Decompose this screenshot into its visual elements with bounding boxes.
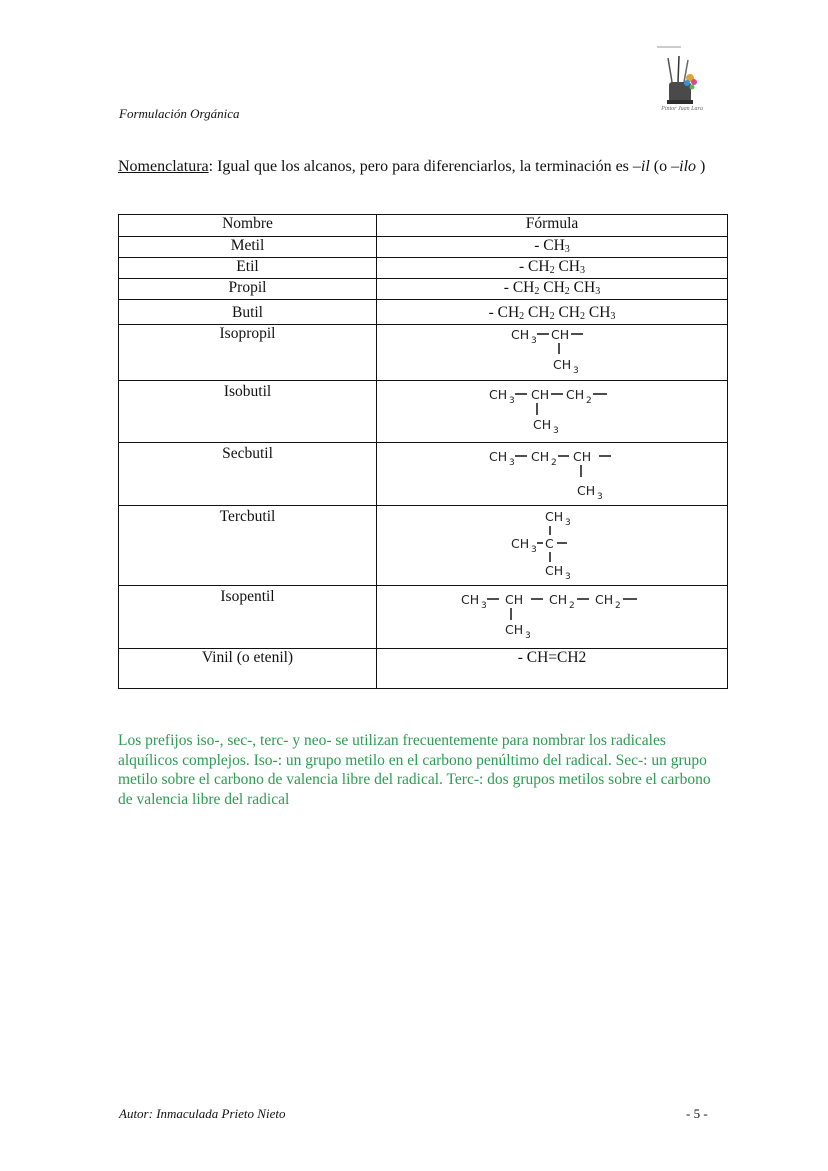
svg-text:3: 3 [565, 572, 571, 582]
header-title: Formulación Orgánica [119, 106, 240, 121]
svg-text:3: 3 [596, 492, 603, 501]
row-name: Tercbutil [119, 506, 377, 586]
svg-text:CH: CH [551, 327, 570, 342]
school-logo [654, 44, 710, 120]
svg-text:3: 3 [508, 458, 515, 468]
svg-text:CH: CH [565, 387, 584, 402]
table-row [119, 325, 728, 381]
nomenclature-intro [118, 157, 713, 177]
row-formula [377, 381, 728, 443]
svg-text:3: 3 [573, 366, 579, 376]
svg-text:CH: CH [488, 449, 507, 464]
svg-text:3: 3 [531, 336, 537, 346]
header-formula: Fórmula [377, 215, 728, 237]
svg-text:CH: CH [576, 483, 595, 498]
svg-text:CH: CH [545, 563, 564, 578]
svg-text:CH: CH [532, 417, 551, 432]
table-row [119, 237, 728, 258]
row-name: Vinil (o etenil) [119, 649, 377, 689]
svg-text:CH: CH [505, 622, 524, 637]
nomenclature-label: Nomenclatura [118, 158, 209, 175]
svg-text:CH: CH [530, 387, 549, 402]
svg-text:CH: CH [530, 449, 549, 464]
svg-text:CH: CH [545, 509, 564, 524]
svg-text:2: 2 [550, 458, 557, 468]
row-name: Isopentil [119, 586, 377, 649]
ending-il: –il [632, 158, 650, 175]
intro-close: ) [696, 158, 706, 175]
intro-text: : Igual que los alcanos, pero para diferenciarlos, la terminación es [208, 158, 633, 175]
header-nombre: Nombre [119, 215, 377, 237]
isopentyl-structure [457, 586, 647, 644]
row-formula [377, 443, 728, 506]
row-name: Propil [119, 279, 377, 300]
table-row [119, 443, 728, 506]
table-row [119, 300, 728, 325]
svg-text:CH: CH [572, 449, 591, 464]
table-header-row [119, 215, 728, 237]
row-name: Secbutil [119, 443, 377, 506]
row-name: Isopropil [119, 325, 377, 381]
row-formula: - $CH_2$ $CH_2$ $CH_3$ [377, 279, 728, 300]
svg-text:3: 3 [565, 518, 571, 528]
svg-text:CH: CH [553, 357, 572, 372]
svg-text:C: C [545, 536, 554, 551]
row-name: Metil [119, 237, 377, 258]
svg-text:2: 2 [615, 601, 621, 611]
table-row [119, 649, 728, 689]
table-row [119, 258, 728, 279]
svg-text:3: 3 [531, 545, 537, 555]
row-name: Butil [119, 300, 377, 325]
row-name: Etil [119, 258, 377, 279]
footer-author: Autor: Inmaculada Prieto Nieto [119, 1106, 286, 1121]
svg-text:CH: CH [595, 592, 614, 607]
table-row [119, 279, 728, 300]
ending-ilo: –ilo [671, 158, 697, 175]
svg-text:CH: CH [505, 592, 524, 607]
svg-text:CH: CH [488, 387, 507, 402]
logo-caption: Pintor Juan Lara [661, 106, 703, 112]
isobutyl-structure [485, 381, 620, 439]
secbutyl-structure [485, 443, 620, 501]
row-formula [377, 586, 728, 649]
svg-text:3: 3 [508, 396, 515, 406]
isopropyl-structure [507, 325, 597, 377]
row-name: Isobutil [119, 381, 377, 443]
svg-text:CH: CH [461, 592, 480, 607]
intro-middle: (o [649, 158, 672, 175]
table-row [119, 381, 728, 443]
svg-text:3: 3 [552, 426, 559, 436]
row-formula: - $CH_2$ $CH_3$ [377, 258, 728, 279]
row-formula: - CH=CH2 [377, 649, 728, 689]
table-row [119, 506, 728, 586]
svg-text:CH: CH [511, 536, 530, 551]
radicals-table [118, 214, 728, 689]
svg-text:CH: CH [549, 592, 568, 607]
svg-text:3: 3 [481, 601, 487, 611]
prefixes-note: Los prefijos iso-, sec-, terc- y neo- se utilizan frecuentemente para nombrar los radicales alquílicos complejos. Iso-: un grupo metilo en el carbono penúltimo del radical. Sec-: un grupo metilo sobre el carbono de valencia libre del radical. Terc-: dos grupos metilos sobre el carbono de valencia libre del radical [118, 732, 711, 808]
table-row [119, 586, 728, 649]
row-formula: - $CH_3$ [377, 237, 728, 258]
row-formula [377, 506, 728, 586]
svg-text:CH: CH [511, 327, 530, 342]
svg-text:2: 2 [585, 396, 592, 406]
svg-text:3: 3 [525, 631, 531, 641]
row-formula: - $CH_2$ $CH_2$ $CH_2$ $CH_3$ [377, 300, 728, 325]
tercbutyl-structure [507, 506, 597, 584]
page-number: - 5 - [686, 1106, 708, 1121]
svg-text:2: 2 [569, 601, 575, 611]
row-formula [377, 325, 728, 381]
